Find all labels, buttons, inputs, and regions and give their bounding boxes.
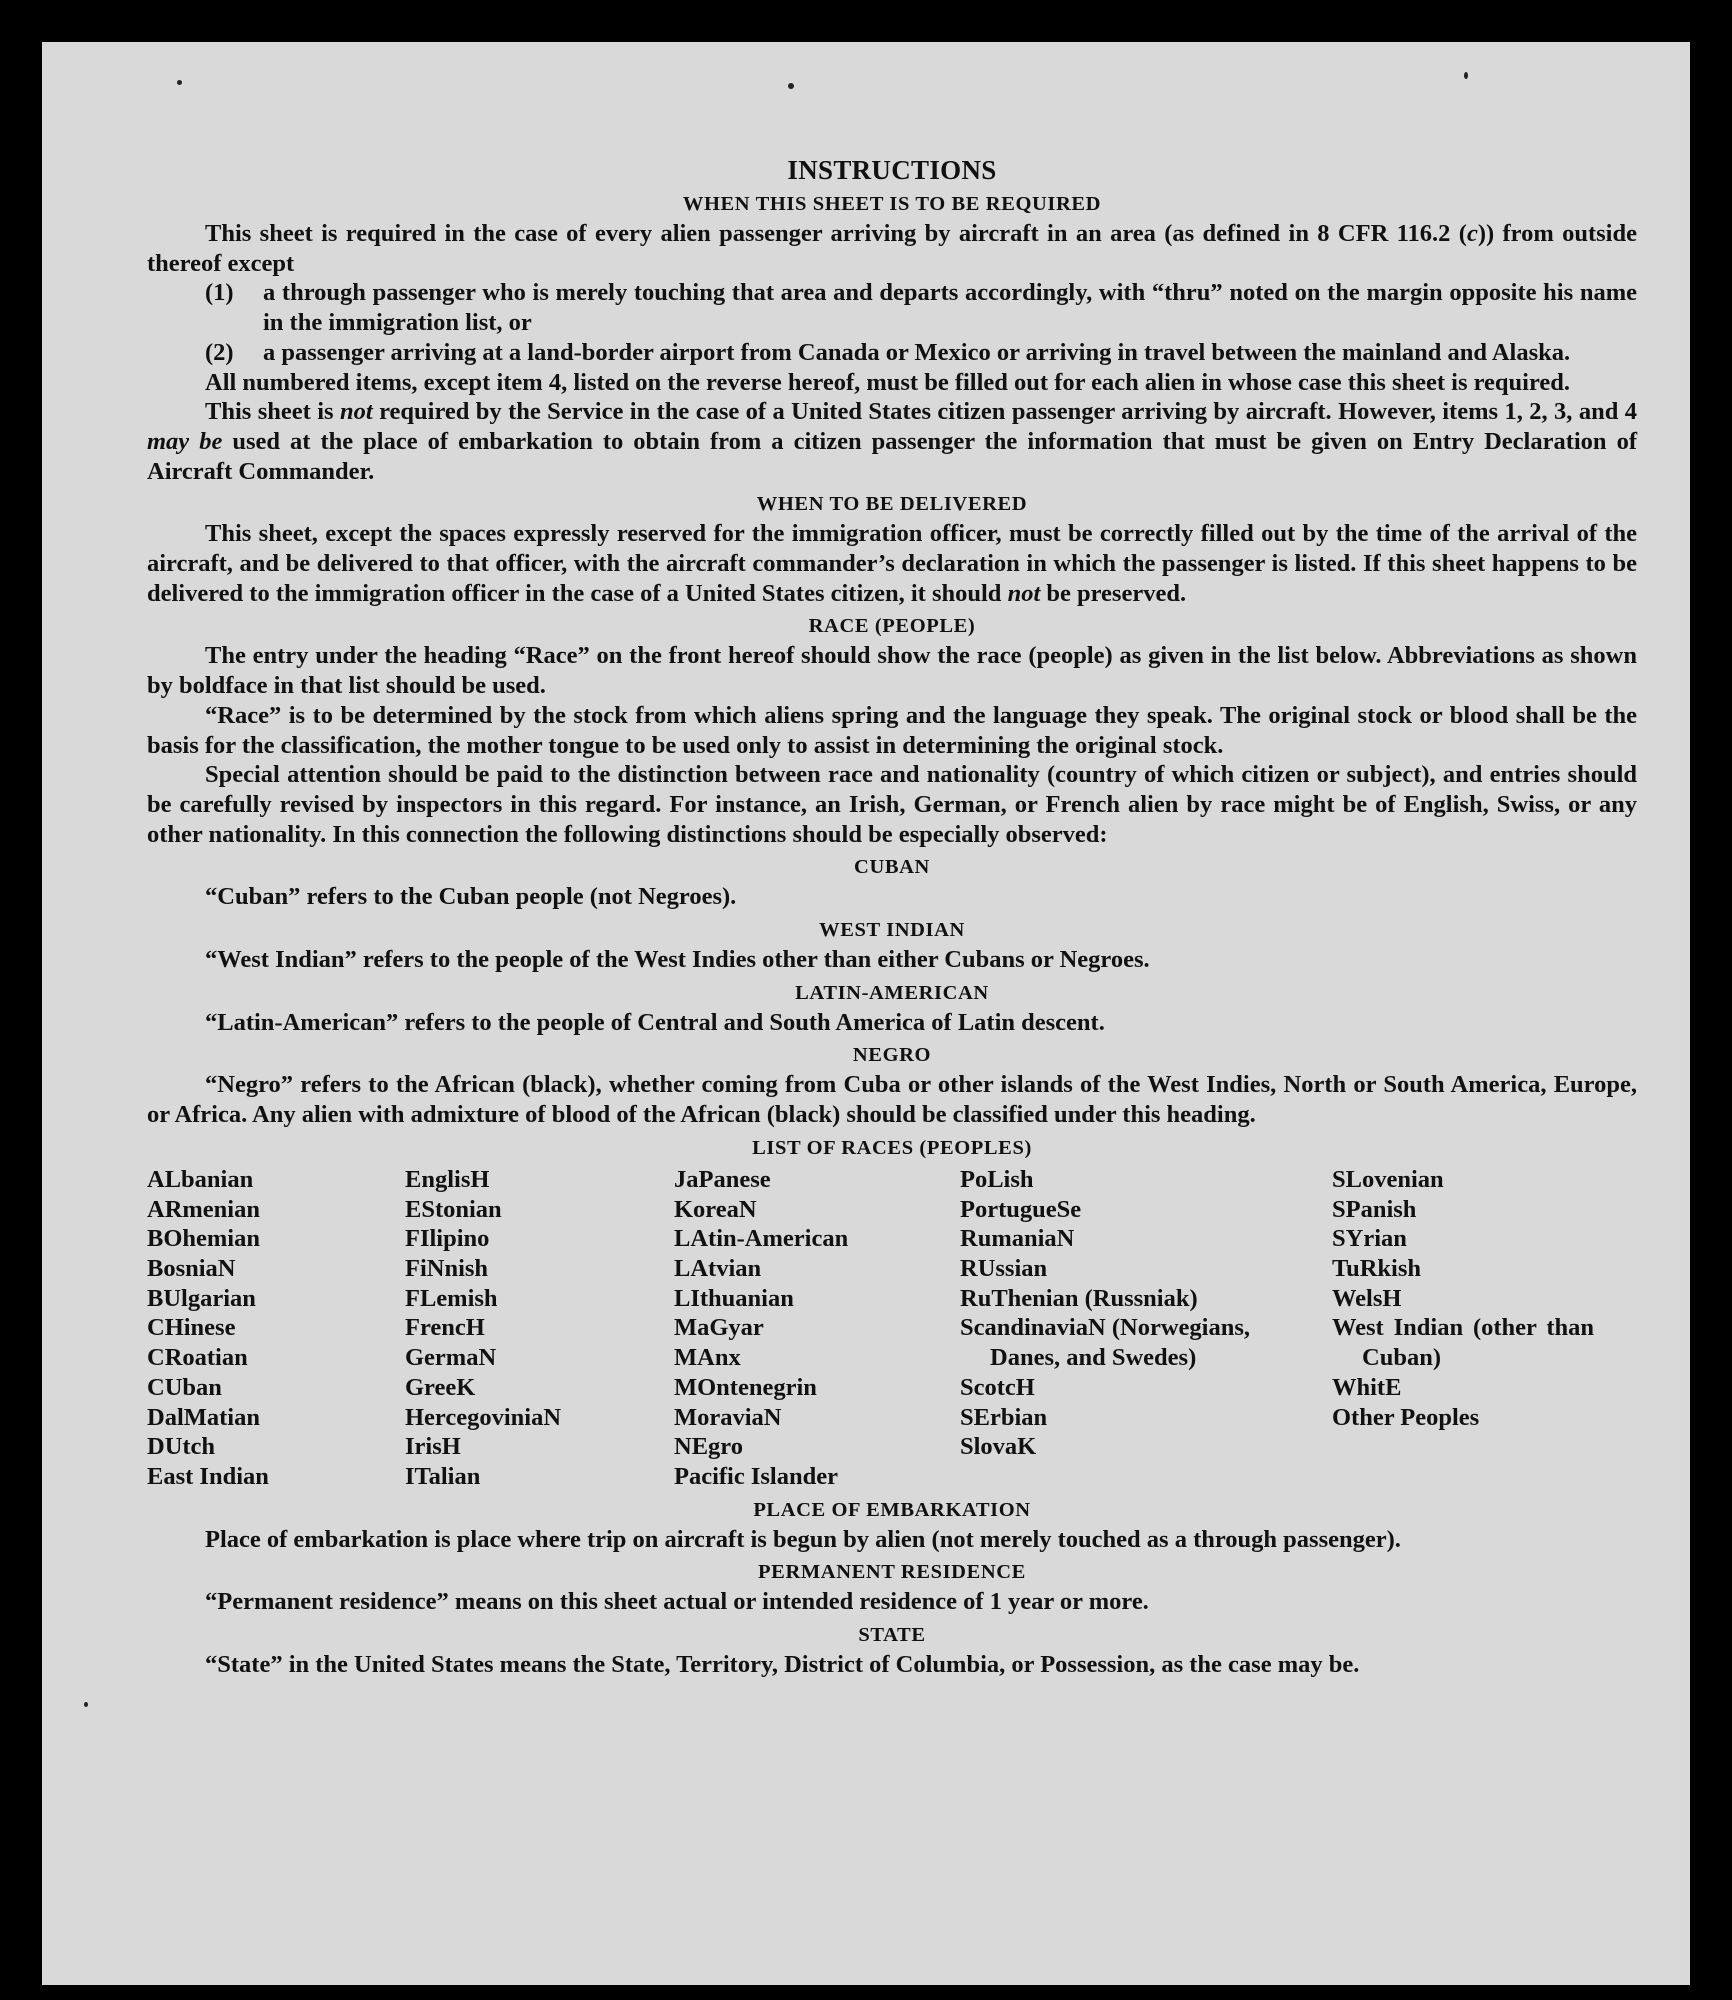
race-entry: FLemish [405, 1284, 498, 1312]
race-entry: FiNnish [405, 1254, 489, 1282]
race-entry: ITalian [405, 1462, 481, 1490]
race-entry: WhitE [1332, 1373, 1402, 1401]
section-when-to-be-delivered [147, 490, 1637, 608]
paragraph [147, 945, 1637, 975]
italic-text: not [1007, 579, 1041, 607]
section-heading: LIST OF RACES (PEOPLES) [752, 1136, 1032, 1159]
text-segment: Place of embarkation is place where trip on aircraft is begun by alien (not merely touched as a through passenger). [205, 1525, 1401, 1553]
section-state [147, 1621, 1637, 1680]
race-entry: HercegoviniaN [405, 1403, 562, 1431]
section-heading: NEGRO [852, 1044, 932, 1067]
race-entry: TuRkish [1332, 1254, 1422, 1282]
scan-speck [177, 80, 182, 85]
text-segment: “West Indian” refers to the people of the West Indies other than either Cubans or Negroes. [205, 946, 1150, 974]
section-heading: CUBAN [854, 856, 930, 879]
text-segment: “Negro” refers to the African (black), whether coming from Cuba or other islands of the West Indies, North or South America, Europe, or Africa. Any alien with admixture of blood of the African (black) should be classified under this heading. [147, 1071, 1637, 1129]
paragraph [147, 1587, 1637, 1617]
race-entry: LAtin-American [674, 1225, 849, 1253]
race-entry: FIlipino [405, 1225, 490, 1253]
numbered-exception [147, 278, 1637, 337]
section-heading: PLACE OF EMBARKATION [753, 1498, 1031, 1521]
text-segment: a passenger arriving at a land-border airport from Canada or Mexico or arriving in travel between the mainland and Alaska. [263, 338, 1571, 366]
race-entry: MAnx [674, 1344, 741, 1372]
race-entry: PortugueSe [960, 1195, 1082, 1223]
section-heading: WHEN TO BE DELIVERED [756, 493, 1028, 516]
race-entry: BUlgarian [147, 1284, 256, 1312]
paragraph [147, 641, 1637, 700]
section-race-people [147, 612, 1637, 849]
section-west-indian [147, 916, 1637, 975]
paragraph [147, 1650, 1637, 1680]
race-entry: FrencH [405, 1314, 485, 1342]
race-entry: SPanish [1332, 1195, 1417, 1223]
race-column [960, 1165, 1250, 1492]
paragraph [147, 219, 1637, 278]
race-entry: East Indian [147, 1462, 269, 1490]
item-number: (1) [205, 279, 234, 307]
paragraph [147, 882, 1637, 912]
race-entry: MoraviaN [674, 1403, 782, 1431]
paragraph [147, 1525, 1637, 1555]
race-column [1332, 1165, 1594, 1492]
race-entry: CHinese [147, 1314, 236, 1342]
section-heading: RACE (PEOPLE) [808, 615, 976, 638]
section-latin-american [147, 979, 1637, 1038]
section-permanent-residence [147, 1558, 1637, 1617]
section-cuban [147, 853, 1637, 912]
race-entry: CUban [147, 1373, 222, 1401]
italic-text: may be [147, 427, 223, 455]
paragraph [147, 1070, 1637, 1129]
section-heading: PERMANENT RESIDENCE [758, 1561, 1026, 1584]
race-entry: SlovaK [960, 1433, 1037, 1461]
race-entry: EStonian [405, 1195, 502, 1223]
race-entry: LIthuanian [674, 1284, 794, 1312]
race-entry: LAtvian [674, 1254, 762, 1282]
text-segment: This sheet is required in the case of every alien passenger arriving by aircraft in an area (as defined in 8 CFR 116.2 ( [205, 220, 1467, 247]
race-entry: GreeK [405, 1373, 476, 1401]
section-place-of-embarkation [147, 1496, 1637, 1555]
text-segment: “Cuban” refers to the Cuban people (not Negroes). [205, 883, 737, 911]
paragraph [147, 760, 1637, 849]
text-segment: All numbered items, except item 4, listed on the reverse hereof, must be filled out for each alien in whose case this sheet is required. [205, 368, 1571, 396]
text-segment: “Latin-American” refers to the people of Central and South America of Latin descent. [205, 1008, 1105, 1036]
document-page [42, 42, 1690, 1985]
item-text [263, 338, 1637, 368]
text-segment: “Permanent residence” means on this sheet actual or intended residence of 1 year or more. [205, 1588, 1149, 1616]
race-entry: KoreaN [674, 1195, 757, 1223]
section-heading: WHEN THIS SHEET IS TO BE REQUIRED [682, 193, 1102, 215]
race-entry: MaGyar [674, 1314, 764, 1342]
italic-text: not [339, 398, 373, 426]
paragraph [147, 368, 1637, 398]
section-when-this-sheet-is-to-be-required [147, 190, 1637, 486]
race-entry: SYrian [1332, 1225, 1407, 1253]
race-entry: RUssian [960, 1254, 1048, 1282]
paragraph [147, 701, 1637, 760]
race-entry: CRoatian [147, 1344, 248, 1372]
scan-speck [1464, 72, 1468, 79]
race-entry: RumaniaN [960, 1225, 1075, 1253]
race-column [405, 1165, 674, 1492]
race-entry: Other Peoples [1332, 1403, 1480, 1431]
race-entry: GermaN [405, 1344, 497, 1372]
text-segment: This sheet is [205, 398, 340, 426]
race-entry: EnglisH [405, 1165, 490, 1193]
race-entry: SErbian [960, 1403, 1048, 1431]
scan-speck [84, 1702, 88, 1707]
item-number: (2) [205, 338, 234, 366]
race-entry: DUtch [147, 1433, 216, 1461]
item-text [263, 278, 1637, 337]
race-entry: MOntenegrin [674, 1373, 817, 1401]
section-heading: STATE [858, 1624, 926, 1647]
race-entry: WelsH [1332, 1284, 1402, 1312]
scan-speck [788, 83, 794, 89]
paragraph [147, 397, 1637, 486]
text-segment: “Race” is to be determined by the stock from which aliens spring and the language they speak. The original stock or blood shall be the basis for the classification, the mother tongue to be used only to assist in determining the original stock. [147, 701, 1637, 759]
race-column [147, 1165, 405, 1492]
race-entry: BosniaN [147, 1254, 236, 1282]
section-list-of-races-peoples [147, 1134, 1637, 1492]
text-segment: a through passenger who is merely touching that area and departs accordingly, with “thru” noted on the margin opposite his name in the immigration list, or [263, 279, 1637, 337]
race-entry: BOhemian [147, 1225, 260, 1253]
text-segment: The entry under the heading “Race” on the front hereof should show the race (people) as given in the list below. Abbreviations as shown by boldface in that list should be used. [147, 642, 1637, 700]
race-entry: West Indian (other than Cuban) [1332, 1314, 1594, 1372]
section-negro [147, 1041, 1637, 1129]
text-segment: required by the Service in the case of a United States citizen passenger arriving by aircraft. However, items 1, 2, 3, and 4 [372, 398, 1637, 426]
text-segment: )) from outside thereof except [147, 220, 1637, 277]
race-entry: IrisH [405, 1433, 461, 1461]
text-segment: be preserved. [1040, 579, 1187, 607]
race-entry: ARmenian [147, 1195, 260, 1223]
section-heading: WEST INDIAN [819, 919, 965, 942]
text-segment: used at the place of embarkation to obtain from a citizen passenger the information that must be given on Entry Declaration of Aircraft Commander. [147, 427, 1637, 485]
race-entry: SLovenian [1332, 1165, 1444, 1193]
page-title: INSTRUCTIONS [787, 155, 997, 185]
race-list [147, 1165, 1637, 1492]
text-segment: “State” in the United States means the State, Territory, District of Columbia, or Possession, as the case may be. [205, 1651, 1360, 1679]
race-entry: DalMatian [147, 1403, 260, 1431]
paragraph [147, 519, 1637, 608]
race-entry: Pacific Islander [674, 1462, 838, 1490]
section-heading: LATIN-AMERICAN [795, 981, 989, 1004]
italic-text: c [1466, 220, 1478, 247]
text-segment: Special attention should be paid to the distinction between race and nationality (country of which citizen or subject), and entries should be carefully revised by inspectors in this regard. For instance, an Irish, German, or French alien by race might be of English, Swiss, or any other nationality. In this connection the following distinctions should be especially observed: [147, 761, 1637, 848]
race-entry: JaPanese [674, 1165, 771, 1193]
race-entry: ScotcH [960, 1373, 1035, 1401]
race-entry: NEgro [674, 1433, 743, 1461]
instructions-content [147, 154, 1637, 1680]
race-entry: RuThenian (Russniak) [960, 1284, 1198, 1312]
paragraph [147, 1008, 1637, 1038]
text-segment: This sheet, except the spaces expressly reserved for the immigration officer, must be correctly filled out by the time of the arrival of the aircraft, and be delivered to that officer, with the aircraft commander’s declaration in which the passenger is listed. If this sheet happens to be delivered to the immigration officer in the case of a United States citizen, it should [147, 520, 1637, 607]
race-entry: PoLish [960, 1165, 1034, 1193]
numbered-exception [147, 338, 1637, 368]
race-entry: ScandinaviaN (Norwegians, Danes, and Swedes) [960, 1314, 1250, 1372]
race-entry: ALbanian [147, 1165, 254, 1193]
race-column [674, 1165, 960, 1492]
